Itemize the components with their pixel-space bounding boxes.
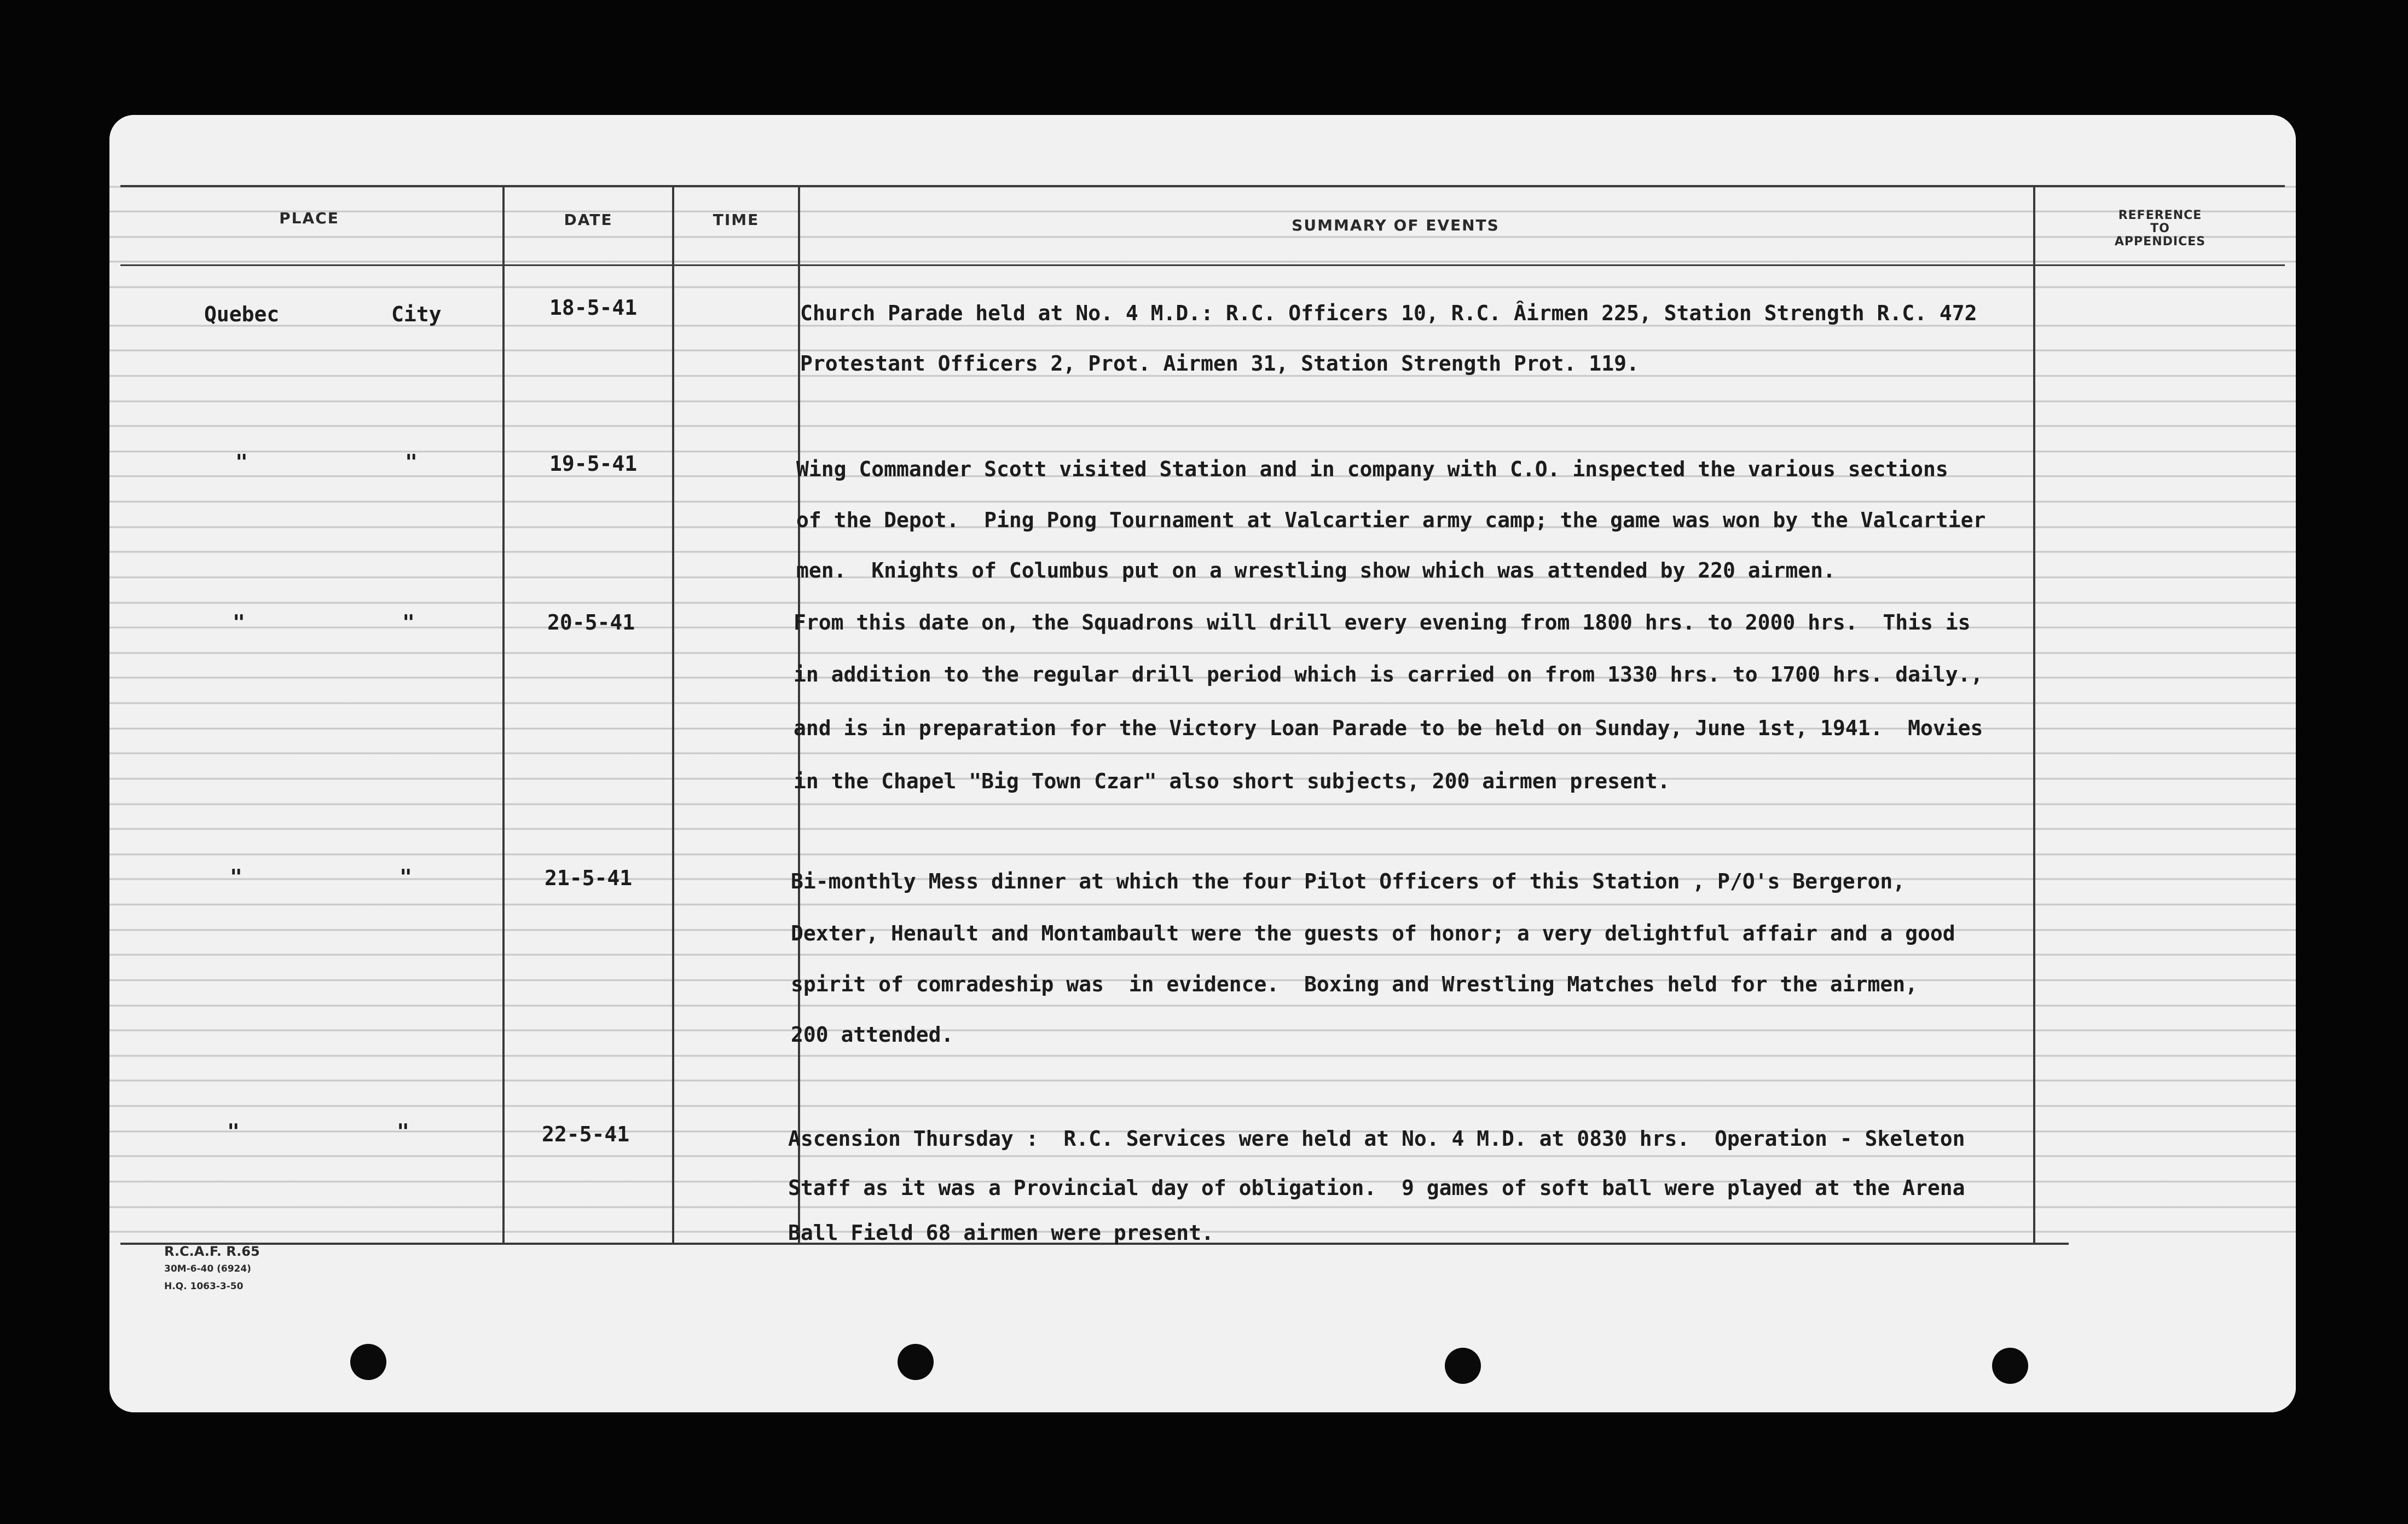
entry-place: "	[233, 610, 245, 634]
entry-date: 20-5-41	[547, 610, 635, 634]
binder-hole	[1445, 1348, 1481, 1384]
column-divider-summary-reference	[2033, 185, 2035, 1245]
entry-place: Quebec	[204, 302, 280, 326]
entry-place: "	[235, 450, 248, 474]
event-line: Church Parade held at No. 4 M.D.: R.C. Officers 10, R.C. Âirmen 225, Station Strength R.C. 472	[800, 301, 1977, 325]
record-card	[109, 115, 2296, 1412]
form-number: R.C.A.F. R.65	[164, 1244, 260, 1259]
column-divider-place-date	[502, 185, 505, 1245]
entry-place: "	[230, 865, 242, 889]
form-hq-code: H.Q. 1063-3-50	[164, 1281, 244, 1292]
event-line: of the Depot. Ping Pong Tournament at Valcartier army camp; the game was won by the Valcartier	[796, 508, 1986, 532]
header-date: DATE	[564, 211, 613, 229]
event-line: Dexter, Henault and Montambault were the guests of honor; a very delightful affair and a good	[791, 921, 1955, 945]
entry-city: "	[397, 1119, 409, 1144]
top-rule	[120, 185, 2285, 187]
entry-city: "	[405, 450, 418, 474]
header-place: PLACE	[279, 209, 339, 227]
event-line: spirit of comradeship was in evidence. Boxing and Wrestling Matches held for the airmen,	[791, 972, 1918, 996]
entry-date: 18-5-41	[549, 296, 638, 320]
event-line: in the Chapel "Big Town Czar" also short subjects, 200 airmen present.	[794, 769, 1670, 793]
header-summary: SUMMARY OF EVENTS	[1292, 216, 1500, 234]
event-line: Protestant Officers 2, Prot. Airmen 31, Station Strength Prot. 119.	[800, 351, 1639, 376]
entry-city: City	[391, 302, 442, 326]
binder-hole	[898, 1344, 934, 1380]
form-print-code: 30M-6-40 (6924)	[164, 1263, 251, 1274]
header-rule	[120, 264, 2285, 266]
event-line: and is in preparation for the Victory Loan Parade to be held on Sunday, June 1st, 1941. Movies	[794, 716, 1983, 740]
event-line: 200 attended.	[791, 1023, 954, 1047]
event-line: Ball Field 68 airmen were present.	[788, 1221, 1214, 1245]
binder-hole	[1992, 1348, 2028, 1384]
binder-hole	[350, 1344, 386, 1380]
event-line: From this date on, the Squadrons will drill every evening from 1800 hrs. to 2000 hrs. This is	[794, 610, 1971, 634]
event-line: in addition to the regular drill period which is carried on from 1330 hrs. to 1700 hrs. daily.,	[794, 662, 1983, 686]
entry-date: 22-5-41	[542, 1122, 630, 1146]
header-time: TIME	[713, 211, 760, 229]
entry-date: 21-5-41	[545, 866, 633, 890]
event-line: Staff as it was a Provincial day of obligation. 9 games of soft ball were played at the Arena	[788, 1176, 1965, 1200]
entry-city: "	[400, 865, 412, 889]
entry-date: 19-5-41	[549, 452, 638, 476]
entry-city: "	[402, 610, 415, 634]
event-line: Bi-monthly Mess dinner at which the four Pilot Officers of this Station , P/O's Bergeron,	[791, 869, 1906, 893]
event-line: Ascension Thursday : R.C. Services were held at No. 4 M.D. at 0830 hrs. Operation - Skeleton	[788, 1127, 1965, 1151]
column-divider-date-time	[672, 185, 674, 1245]
card-footer	[109, 1244, 2296, 1412]
form-identifier	[164, 1243, 260, 1295]
header-reference: REFERENCE TO APPENDICES	[2114, 209, 2206, 249]
event-line: men. Knights of Columbus put on a wrestling show which was attended by 220 airmen.	[796, 558, 1836, 582]
event-line: Wing Commander Scott visited Station and in company with C.O. inspected the various sections	[796, 457, 1948, 481]
card-top	[109, 115, 2296, 185]
entry-place: "	[227, 1119, 240, 1144]
column-divider-time-summary	[798, 185, 800, 1245]
